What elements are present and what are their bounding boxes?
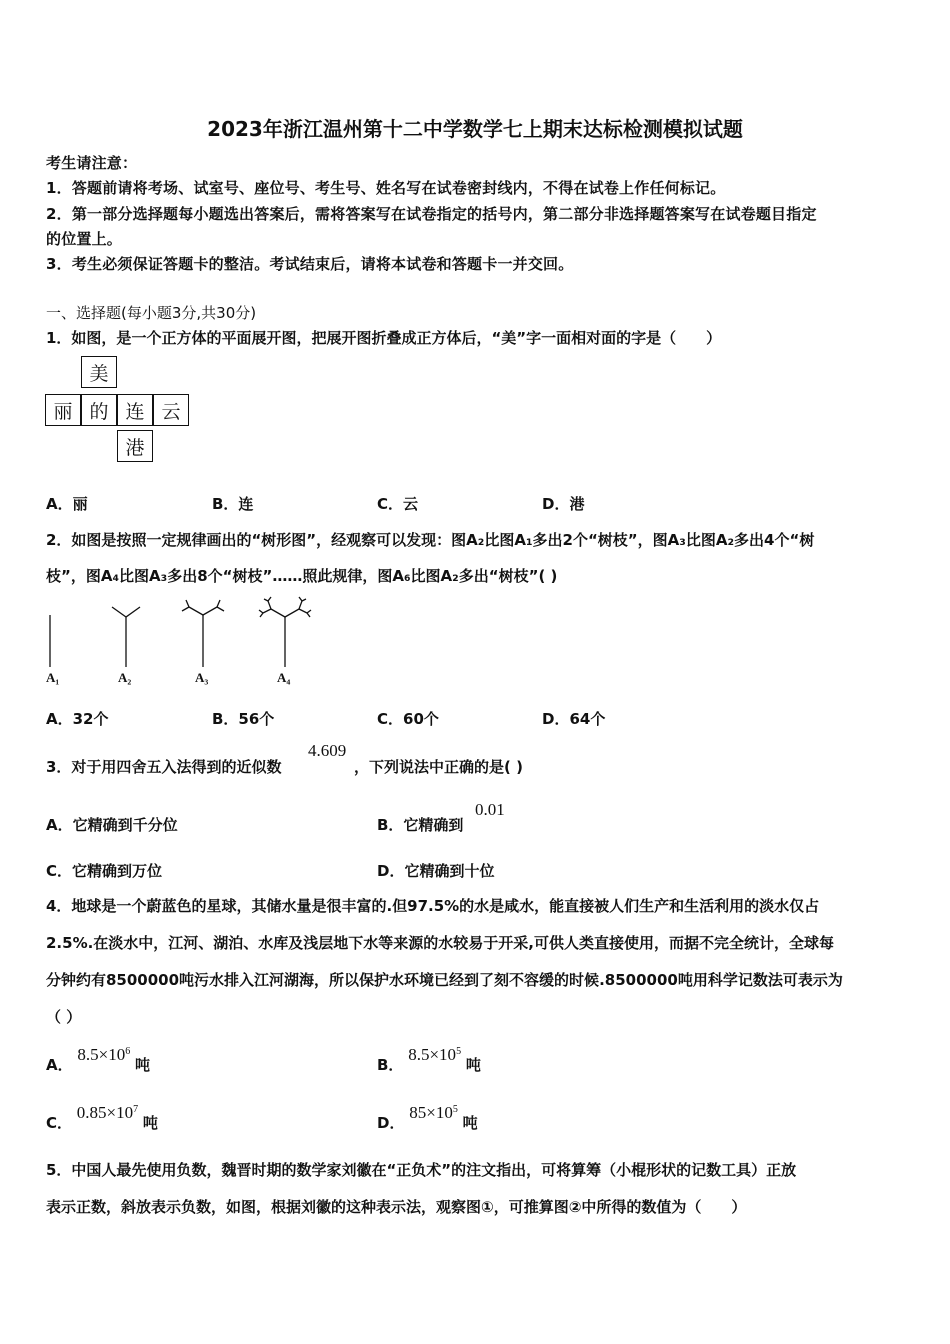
tree-a4-leaf (268, 597, 271, 601)
q2-line-2: 枝”，图A₄比图A₃多出8个“树枝”……照此规律，图A₆比图A₂多出“树枝”( ) (46, 567, 558, 585)
tree-label-a3: A₃ (195, 670, 209, 685)
q4-option-b-unit: 吨 (465, 1056, 481, 1074)
net-cell-de: 的 (81, 394, 117, 426)
q3-option-b[interactable]: B．它精确到 (377, 816, 464, 834)
tree-a4-leaf (259, 610, 263, 613)
q2-option-d[interactable]: D．64个 (542, 710, 606, 728)
tree-a2-branch (112, 607, 126, 617)
q4-option-c-unit: 吨 (142, 1114, 158, 1132)
page-title: 2023年浙江温州第十二中学数学七上期末达标检测模拟试题 (207, 117, 743, 141)
tree-a4-leaf (302, 599, 306, 601)
tree-a4-twig (299, 609, 307, 613)
q4-option-c-base: 0.85×10 (76, 1103, 134, 1122)
q4-option-a[interactable] (46, 1044, 151, 1074)
q4-line-3: 分钟约有8500000吨污水排入江河湖海，所以保护水环境已经到了刻不容缓的时候.8500000吨用科学记数法可表示为 (46, 971, 843, 989)
q4-option-b-base: 8.5×10 (408, 1045, 457, 1064)
notice-line-2: 2．第一部分选择题每小题选出答案后，需将答案写在试卷指定的括号内，第二部分非选择题答案写在试卷题目指定 (46, 205, 817, 223)
q4-line-1: 4．地球是一个蔚蓝色的星球，其储水量是很丰富的.但97.5%的水是咸水，能直接被人们生产和生活利用的淡水仅占 (46, 897, 820, 915)
tree-a2-branch (126, 607, 140, 617)
tree-a4-leaf (307, 613, 310, 617)
notice-heading: 考生请注意： (46, 154, 138, 172)
notice-line-4: 3．考生必须保证答题卡的整洁。考试结束后，请将本试卷和答题卡一并交回。 (46, 255, 574, 273)
tree-label-a2: A₂ (118, 670, 132, 685)
notice-line-1: 1．答题前请将考场、试室号、座位号、考生号、姓名写在试卷密封线内，不得在试卷上作任何标记。 (46, 179, 726, 197)
q1-option-a[interactable]: A．丽 (46, 495, 88, 513)
tree-a3-branch (203, 607, 217, 615)
q5-line-1: 5．中国人最先使用负数，魏晋时期的数学家刘徽在“正负术”的注文指出，可将算筹（小棍形状的记数工具）正放 (46, 1161, 797, 1179)
q4-line-4: （ ） (46, 1008, 82, 1026)
net-cell-mei: 美 (81, 356, 117, 388)
q4-option-c[interactable] (46, 1102, 158, 1132)
tree-a3-twig (217, 607, 224, 611)
q4-option-c-exp: 7 (133, 1104, 139, 1115)
net-cell-lian: 连 (117, 394, 153, 426)
q3-option-c[interactable]: C．它精确到万位 (46, 862, 163, 880)
q4-option-b[interactable] (377, 1044, 481, 1074)
notice-line-3: 的位置上。 (46, 230, 123, 248)
q1-option-c[interactable]: C．云 (377, 495, 419, 513)
tree-a4-leaf (299, 597, 302, 601)
net-cell-yun: 云 (153, 394, 189, 426)
tree-a4-branch (271, 609, 285, 617)
q4-option-d-base: 85×10 (409, 1103, 453, 1122)
tree-a3-twig (182, 607, 189, 611)
section-header: 一、选择题(每小题3分,共30分) (46, 304, 257, 322)
q2-line-1: 2．如图是按照一定规律画出的“树形图”，经观察可以发现：图A₂比图A₁多出2个“树枝”，图A₃比图A₂多出4个“树 (46, 531, 815, 549)
q1-option-d[interactable]: D．港 (542, 495, 585, 513)
q3-option-b-number: 0.01 (475, 800, 505, 819)
q2-option-b[interactable]: B．56个 (212, 710, 275, 728)
tree-a3-twig (186, 600, 189, 607)
tree-a4-leaf (307, 610, 311, 613)
q5-line-2: 表示正数，斜放表示负数，如图，根据刘徽的这种表示法，观察图①，可推算图②中所得的数值为（ ） (46, 1198, 747, 1216)
q3-number: 4.609 (308, 741, 347, 760)
tree-a4-leaf (264, 599, 268, 601)
q4-option-b-exp: 5 (456, 1046, 462, 1057)
q4-option-a-base: 8.5×10 (77, 1045, 126, 1064)
q4-option-a-label: A． (46, 1056, 73, 1074)
tree-label-a4: A₄ (277, 670, 291, 685)
q4-option-d-exp: 5 (452, 1104, 458, 1115)
q4-option-d[interactable] (377, 1102, 478, 1132)
q4-option-d-label: D． (377, 1114, 405, 1132)
q4-option-d-unit: 吨 (462, 1114, 478, 1132)
q2-option-c[interactable]: C．60个 (377, 710, 439, 728)
tree-a4-twig (263, 609, 271, 613)
tree-a3-branch (189, 607, 203, 615)
q4-option-c-label: C． (46, 1114, 73, 1132)
q1-stem: 1．如图，是一个正方体的平面展开图，把展开图折叠成正方体后，“美”字一面相对面的字是（ ） (46, 329, 722, 347)
q3-stem-post: ，下列说法中正确的是( ) (354, 758, 523, 776)
net-cell-gang: 港 (117, 430, 153, 462)
q3-stem-pre: 3．对于用四舍五入法得到的近似数 (46, 758, 282, 776)
q4-option-a-exp: 6 (125, 1046, 131, 1057)
q1-option-b[interactable]: B．连 (212, 495, 254, 513)
tree-a4-leaf (260, 613, 263, 617)
q3-option-a[interactable]: A．它精确到千分位 (46, 816, 178, 834)
tree-a4-twig (299, 601, 302, 609)
q3-option-d[interactable]: D．它精确到十位 (377, 862, 495, 880)
tree-figures (40, 595, 340, 690)
q4-option-a-unit: 吨 (135, 1056, 151, 1074)
tree-a3-twig (217, 600, 220, 607)
tree-label-a1: A₁ (46, 670, 60, 685)
net-cell-li: 丽 (45, 394, 81, 426)
q4-line-2: 2.5%.在淡水中，江河、湖泊、水库及浅层地下水等来源的水较易于开采,可供人类直接使用，而据不完全统计，全球每 (46, 934, 835, 952)
tree-a4-twig (268, 601, 271, 609)
q2-option-a[interactable]: A．32个 (46, 710, 109, 728)
tree-a4-branch (285, 609, 299, 617)
q4-option-b-label: B． (377, 1056, 404, 1074)
